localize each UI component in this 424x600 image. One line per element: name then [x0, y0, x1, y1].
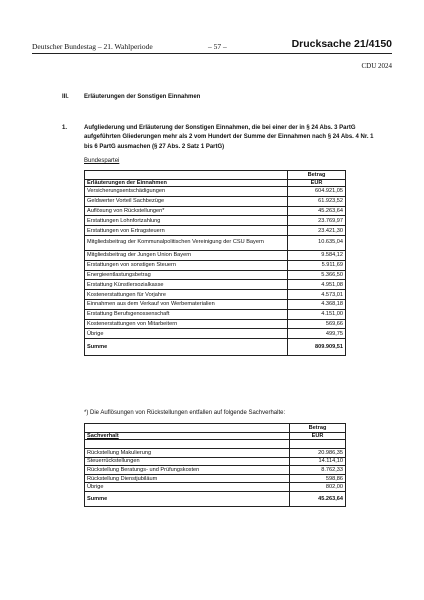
row-value: 4.151,00: [288, 309, 346, 319]
row-value: 4.368,18: [288, 299, 346, 309]
table-sum-value: 45.263,64: [290, 491, 346, 506]
table-row: [85, 196, 346, 206]
row-label: Versicherungsentschädigungen: [85, 187, 288, 197]
header-document-prefix: Drucksache 21/: [291, 38, 369, 50]
row-label: Kostenerstattungen von Mitarbeitern: [85, 319, 288, 329]
header-document-number: [292, 38, 392, 50]
row-label: Rückstellung Dienstjubiläum: [85, 474, 290, 483]
table-row: [85, 449, 346, 458]
table-row: [85, 206, 346, 216]
item-number: 1.: [62, 125, 68, 131]
row-label: Kostenerstattungen für Vorjahre: [85, 290, 288, 300]
row-value: 604.921,05: [288, 187, 346, 197]
footnote: *) Die Auflösungen von Rückstellungen entfallen auf folgende Sachverhalte:: [84, 410, 286, 416]
row-label: Energieentlastungsbetrag: [85, 270, 288, 280]
row-value: 5.911,69: [288, 260, 346, 270]
row-label: Einnahmen aus dem Verkauf von Werbematerialien: [85, 299, 288, 309]
table-row: [85, 319, 346, 329]
row-value: 14.114,10: [290, 457, 346, 466]
table-header-currency: EUR: [290, 433, 346, 440]
row-label: Erstattungen Lohnfortzahlung: [85, 216, 288, 226]
income-table-body: [85, 187, 346, 339]
table-row: [85, 290, 346, 300]
table-row: [85, 483, 346, 492]
income-table: [84, 170, 346, 356]
table-header-description: Erläuterungen der Einnahmen: [85, 180, 288, 187]
table-row: [85, 280, 346, 290]
table-row: [85, 299, 346, 309]
table-row: [85, 466, 346, 475]
row-value: 4.573,01: [288, 290, 346, 300]
table-spacer: [85, 440, 290, 449]
row-value: 10.635,04: [288, 235, 346, 250]
row-value: 598,86: [290, 474, 346, 483]
table-row: [85, 457, 346, 466]
table-row: [85, 270, 346, 280]
row-label: Erstattung Künstlersozialkasse: [85, 280, 288, 290]
party-label: CDU 2024: [361, 62, 392, 70]
table-row: [85, 260, 346, 270]
header-page-number: – 57 –: [208, 42, 227, 51]
table-row: [85, 226, 346, 236]
row-label: Erstattung Berufsgenossenschaft: [85, 309, 288, 319]
table-header-currency: EUR: [288, 180, 346, 187]
row-label: Auflösung von Rückstellungen*: [85, 206, 288, 216]
table-header-amount: Betrag: [290, 424, 346, 433]
row-value: 9.584,12: [288, 250, 346, 260]
table-header-description: Sachverhalt: [85, 433, 290, 440]
table-row: [85, 329, 346, 339]
row-label: Übrige: [85, 329, 288, 339]
row-label: Mitgliedsbeitrag der Jungen Union Bayern: [85, 250, 288, 260]
row-label: Erstattungen von sonstigen Steuern: [85, 260, 288, 270]
row-label: Erstattungen von Ertragsteuern: [85, 226, 288, 236]
table-header-amount: Betrag: [288, 171, 346, 180]
section-number: III.: [62, 94, 69, 100]
section-title: Erläuterungen der Sonstigen Einnahmen: [84, 94, 201, 100]
table-row: [85, 474, 346, 483]
row-value: 23.421,30: [288, 226, 346, 236]
row-label: Rückstellung Beratungs- und Prüfungskosten: [85, 466, 290, 475]
table-header-empty: [85, 171, 288, 180]
row-label: Mitgliedsbeitrag der Kommunalpolitischen Vereinigung der CSU Bayern: [85, 235, 288, 250]
table-sum-label: Summe: [85, 491, 290, 506]
header-rule: [32, 53, 392, 54]
row-value: 45.263,64: [288, 206, 346, 216]
row-label: Übrige: [85, 483, 290, 492]
table-sum-label: Summe: [85, 339, 288, 356]
header-document-id: 4150: [368, 38, 392, 50]
table-row: [85, 250, 346, 260]
row-label: Steuerrückstellungen: [85, 457, 290, 466]
item-text: Aufgliederung und Erläuterung der Sonstigen Einnahmen, die bei einer der in § 24 Abs. 3 PartG aufgeführten Gliederungen mehr als 2 vom Hundert der Summe der Einnahmen nach § 24 Abs. 4 Nr. 1 bis 6 PartG ausmachen (§ 27 Abs. 2 Satz 1 PartG): [84, 125, 374, 150]
row-label: Rückstellung Makulierung: [85, 449, 290, 458]
row-value: 499,75: [288, 329, 346, 339]
row-value: 4.951,08: [288, 280, 346, 290]
table-spacer: [290, 440, 346, 449]
subheading: Bundespartei: [84, 158, 120, 164]
table-row: [85, 309, 346, 319]
row-value: 23.769,97: [288, 216, 346, 226]
provisions-table: [84, 423, 346, 507]
row-value: 20.986,35: [290, 449, 346, 458]
table-row: [85, 235, 346, 250]
row-value: 61.923,52: [288, 196, 346, 206]
header-publication: Deutscher Bundestag – 21. Wahlperiode: [32, 42, 153, 51]
table-row: [85, 216, 346, 226]
provisions-table-body: [85, 449, 346, 492]
row-value: 802,00: [290, 483, 346, 492]
table-sum-value: 809.909,51: [288, 339, 346, 356]
row-label: Geldwerter Vorteil Sachbezüge: [85, 196, 288, 206]
row-value: 8.762,33: [290, 466, 346, 475]
table-header-empty: [85, 424, 290, 433]
row-value: 569,66: [288, 319, 346, 329]
table-row: [85, 187, 346, 197]
row-value: 5.366,50: [288, 270, 346, 280]
